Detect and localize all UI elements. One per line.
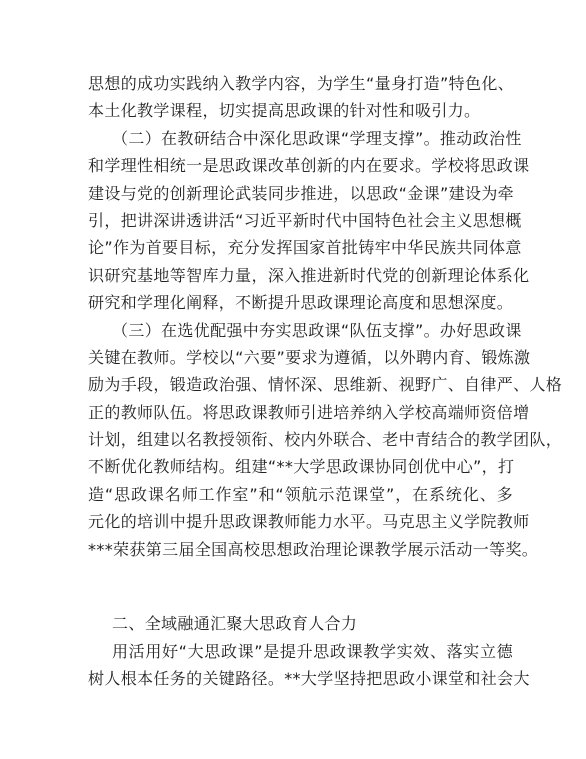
text-line: 计划，组建以名教授领衔、校内外联合、老中青结合的教学团队，: [88, 430, 563, 450]
section-heading: 二、全域融通汇聚大思政育人合力: [112, 614, 358, 634]
text-line: 研究和学理化阐释，不断提升思政课理论高度和思想深度。: [88, 293, 514, 313]
text-line: 不断优化教师结构。组建“**大学思政课协同创优中心”，打: [88, 457, 515, 477]
paragraph-section-2: [88, 125, 530, 317]
text-line: 正的教师队伍。将思政课教师引进培养纳入学校高端师资倍增: [88, 402, 530, 422]
text-line: （三）在选优配强中夯实思政课“队伍支撑”。办好思政课: [112, 320, 522, 340]
text-line: 本土化教学课程，切实提高思政课的针对性和吸引力。: [88, 101, 481, 121]
text-line: 思想的成功实践纳入教学内容，为学生“量身打造”特色化、: [88, 74, 515, 93]
text-line: 引，把讲深讲透讲活“习近平新时代中国特色社会主义思想概: [88, 210, 522, 230]
text-line: 识研究基地等智库力量，深入推进新时代党的创新理论体系化: [88, 265, 530, 285]
text-line: 励为手段，锻造政治强、情怀深、思维新、视野广、自律严、人格: [88, 375, 563, 395]
document-body: [88, 70, 563, 693]
text-line: 元化的培训中提升思政课教师能力水平。马克思主义学院教师: [88, 512, 530, 532]
text-line: （二）在教研结合中深化思政课“学理支撑”。推动政治性: [112, 128, 522, 148]
spacer: [88, 563, 513, 583]
spacer: [88, 583, 513, 610]
paragraph-section-4: [88, 638, 530, 693]
text-line: 建设与党的创新理论武装同步推进，以思政“金课”建设为牵: [88, 183, 515, 203]
paragraph-section-3: [88, 317, 563, 564]
text-line: ***荣获第三届全国高校思想政治理论课教学展示活动一等奖。: [88, 539, 539, 559]
text-line: 用活用好“大思政课”是提升思政课教学实效、落实立德: [112, 641, 513, 661]
text-line: 论”作为首要目标，充分发挥国家首批铸牢中华民族共同体意: [88, 238, 522, 258]
text-line: 造“思政课名师工作室”和“领航示范课堂”，在系统化、多: [88, 484, 513, 504]
text-line: 关键在教师。学校以“六要”要求为遵循，以外聘内育、锻炼激: [88, 347, 531, 367]
text-line: 树人根本任务的关键路径。**大学坚持把思政小课堂和社会大: [88, 669, 530, 689]
text-line: 和学理性相统一是思政课改革创新的内在要求。学校将思政课: [88, 156, 530, 176]
paragraph-continuation: [88, 70, 513, 125]
